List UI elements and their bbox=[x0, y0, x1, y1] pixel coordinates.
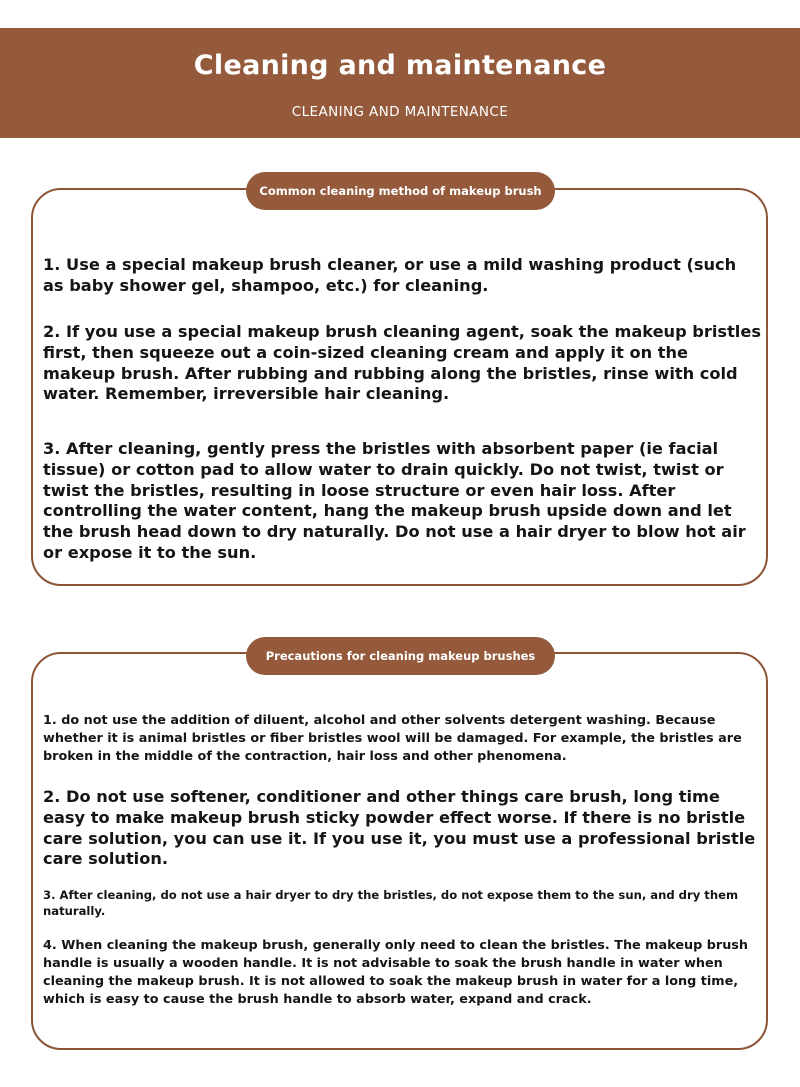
cleaning-step-1: 1. Use a special makeup brush cleaner, or use a mild washing product (such as baby shower gel, shampoo, etc.) for cleaning. bbox=[43, 255, 737, 295]
precaution-3: 3. After cleaning, do not use a hair dryer to dry the bristles, do not expose them to the sun, and dry them naturally. bbox=[43, 888, 739, 918]
cleaning-step-3: 3. After cleaning, gently press the bristles with absorbent paper (ie facial tissue) or cotton pad to allow water to drain quickly. Do not twist, twist or twist the bristles, resulting in loose structure or even hair loss. After controlling the water content, hang the makeup brush upside down and let the brush head down to dry naturally. Do not use a hair dryer to blow hot air or expose it to the sun. bbox=[43, 439, 746, 562]
precaution-2: 2. Do not use softener, conditioner and other things care brush, long time easy to make makeup brush sticky powder effect worse. If there is no bristle care solution, you can use it. If you use it, you must use a professional bristle care solution. bbox=[43, 787, 756, 869]
page-title: Cleaning and maintenance bbox=[193, 50, 607, 81]
cleaning-step-2: 2. If you use a special makeup brush cleaning agent, soak the makeup bristles first, then squeeze out a coin-sized cleaning cream and apply it on the makeup brush. After rubbing and rubbing along the bristles, rinse with cold water. Remember, irreversible hair cleaning. bbox=[43, 322, 761, 404]
precautions-heading: Precautions for cleaning makeup brushes bbox=[246, 637, 555, 675]
header-banner bbox=[0, 28, 800, 138]
page-subtitle: CLEANING AND MAINTENANCE bbox=[291, 104, 509, 120]
precaution-4: 4. When cleaning the makeup brush, generally only need to clean the bristles. The makeup brush handle is usually a wooden handle. It is not advisable to soak the brush handle in water when cleaning the makeup brush. It is not allowed to soak the makeup brush in water for a long time, which is easy to cause the brush handle to absorb water, expand and crack. bbox=[43, 938, 749, 1007]
cleaning-method-heading: Common cleaning method of makeup brush bbox=[246, 172, 555, 210]
precaution-1: 1. do not use the addition of diluent, alcohol and other solvents detergent washing. Because whether it is animal bristles or fiber bristles wool will be damaged. For example, the bristles are broken in the middle of the contraction, hair loss and other phenomena. bbox=[43, 713, 742, 764]
